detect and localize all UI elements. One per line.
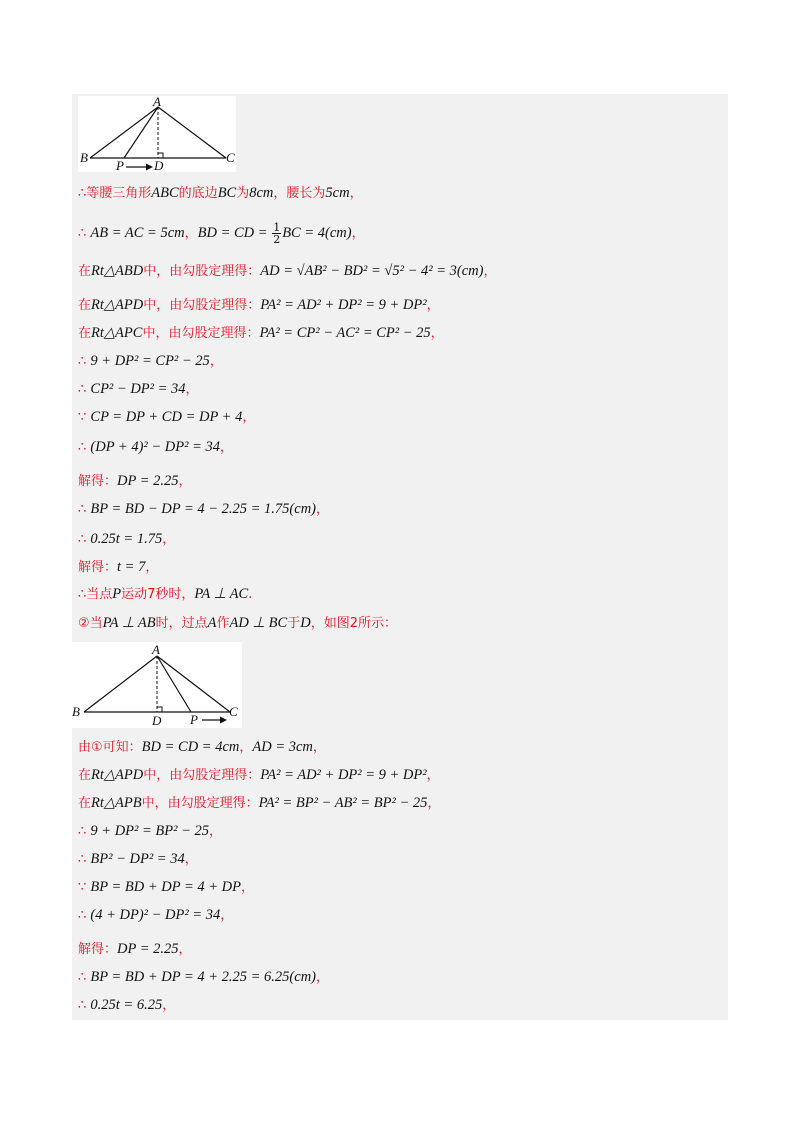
solution-line: ∴ 0.25t = 6.25， — [78, 997, 176, 1013]
solution-line: ∴ 9 + DP² = CP² − 25， — [78, 353, 223, 369]
solution-line: 解得：DP = 2.25， — [78, 473, 192, 489]
label-a: A — [153, 96, 161, 109]
solution-line: 在Rt△APD中，由勾股定理得：PA² = AD² + DP² = 9 + DP²， — [78, 767, 440, 783]
solution-line: ∴ BP = BD − DP = 4 − 2.25 = 1.75(cm)， — [78, 501, 330, 517]
solution-line: ∵ CP = DP + CD = DP + 4， — [78, 409, 256, 425]
solution-line: 在Rt△APD中，由勾股定理得：PA² = AD² + DP² = 9 + DP²， — [78, 297, 440, 313]
solution-line: 在Rt△ABD中，由勾股定理得：AD = √AB² − BD² = √5² − 4² = 3(cm)， — [78, 263, 497, 279]
label-b: B — [80, 150, 88, 165]
solution-line: 在Rt△APC中，由勾股定理得：PA² = CP² − AC² = CP² − 25， — [78, 325, 444, 341]
solution-line: ∴ (DP + 4)² − DP² = 34， — [78, 439, 234, 455]
label-p: P — [116, 158, 124, 172]
label-d: D — [152, 713, 162, 728]
solution-line: ∴ BP = BD + DP = 4 + 2.25 = 6.25(cm)， — [78, 969, 330, 985]
solution-line: ∴ 9 + DP² = BP² − 25， — [78, 823, 223, 839]
solution-line: 由①可知：BD = CD = 4cm，AD = 3cm， — [78, 739, 326, 755]
solution-line: ∴ CP² − DP² = 34， — [78, 381, 199, 397]
solution-line: ∴当点P运动7秒时，PA ⊥ AC. — [78, 586, 253, 602]
solution-line: ∴ 0.25t = 1.75， — [78, 531, 176, 547]
solution-line: 在Rt△APB中，由勾股定理得：PA² = BP² − AB² = BP² − 25， — [78, 795, 441, 811]
solution-line: ∴ (4 + DP)² − DP² = 34， — [78, 907, 234, 923]
solution-line: ∴ BP² − DP² = 34， — [78, 851, 198, 867]
label-p: P — [190, 712, 198, 727]
figure-1 — [78, 96, 236, 172]
label-c: C — [226, 150, 235, 165]
solution-line: 解得：t = 7， — [78, 559, 159, 575]
figure-2 — [72, 642, 242, 728]
label-a: A — [152, 642, 160, 657]
solution-line: ②当PA ⊥ AB时，过点A作AD ⊥ BC于D，如图2所示： — [78, 615, 397, 631]
solution-line: ∵ BP = BD + DP = 4 + DP， — [78, 879, 254, 895]
label-c: C — [229, 704, 238, 719]
fraction: $\frac{1}{2}$ — [273, 221, 281, 246]
solution-line: ∴ AB = AC = 5cm，BD = CD = $\frac{1}{2}$ BC = 4(cm)， — [78, 221, 365, 246]
label-d: D — [154, 158, 164, 172]
label-b: B — [72, 704, 80, 719]
solution-line: ∴等腰三角形ABC的底边BC为8cm，腰长为5cm， — [78, 185, 363, 201]
solution-line: 解得：DP = 2.25， — [78, 941, 192, 957]
